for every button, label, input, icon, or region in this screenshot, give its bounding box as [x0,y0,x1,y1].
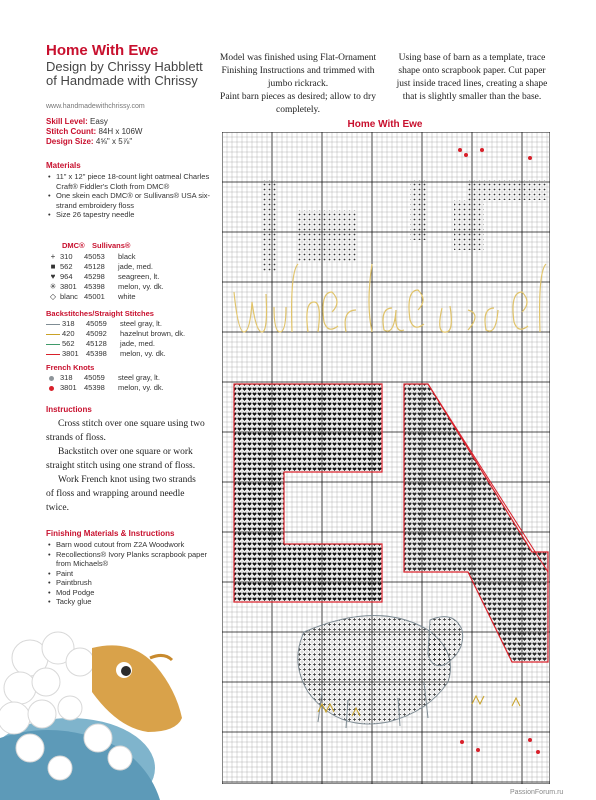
instruction-paragraph: Backstitch over one square or work straight stitch using one strand of floss. [46,447,196,471]
dotted-area [298,210,356,262]
french-knot [528,738,532,742]
french-knot [536,750,540,754]
key-col-dmc: DMC® [62,241,85,250]
cross-stitch-chart [222,132,550,784]
finishing-column-1: Model was finished using Flat-Ornament Finishing Instructions and trimmed with jumbo rickrack. Paint barn pieces as desired; allow to dry completely. [219,53,377,115]
french-knot [458,148,462,152]
instructions-heading: Instructions [46,405,92,414]
pattern-title: Home With Ewe [46,42,159,59]
materials-list [46,172,218,220]
plus-symbol-icon: + [50,252,56,261]
sheep-illustration [0,618,190,800]
heart-symbol-icon: ♥ [50,272,56,281]
dotted-area [410,180,428,240]
knot-dot-icon [49,386,54,391]
spec-design-size: Design Size: 4⅝" x 5⅞" [46,137,133,146]
backstitch-heading: Backstitches/Straight Stitches [46,309,154,318]
key-row: ◇ blanc 45001 white [46,292,164,302]
list-item: • Paint [56,569,218,579]
french-knots-key [46,373,164,393]
instructions-text [46,417,206,515]
list-item: • Mod Podge [56,588,218,598]
instruction-paragraph: Cross stitch over one square using two strands of floss. [46,419,205,443]
square-symbol-icon: ■ [50,262,56,271]
key-row: ✳ 3801 45398 melon, vy. dk. [46,282,164,292]
cross-stitch-key [46,252,164,302]
french-knot [476,748,480,752]
line-swatch-icon [46,334,60,335]
key-row: 318 45059 steel gray, lt. [46,373,164,383]
list-item: • Tacky glue [56,597,218,607]
finishing-heading: Finishing Materials & Instructions [46,529,175,538]
list-item: • One skein each DMC® or Sullivans® USA six-strand embroidery floss [56,191,218,210]
line-swatch-icon [46,324,60,325]
designer-credit: Design by Chrissy Habblett of Handmade with Chrissy [46,59,203,88]
key-row: ■ 562 45128 jade, med. [46,262,164,272]
key-row: 318 45059 steel gray, lt. [46,319,185,329]
list-item: • Paintbrush [56,578,218,588]
list-item: • 11" x 12" piece 18-count light oatmeal Charles Craft® Fiddler's Cloth from DMC® [56,172,218,191]
dotted-area [468,180,548,200]
french-knot [480,148,484,152]
asterisk-symbol-icon: ✳ [49,282,57,291]
key-row: 3801 45398 melon, vy. dk. [46,383,164,393]
line-swatch-icon [46,354,60,355]
diamond-symbol-icon: ◇ [49,292,57,301]
watermark: PassionForum.ru [510,789,564,796]
key-row: 420 45092 hazelnut brown, dk. [46,329,185,339]
finishing-list [46,540,218,607]
key-row: + 310 45053 black [46,252,164,262]
window-pattern-left [262,180,276,272]
dotted-area [454,200,484,250]
designer-website[interactable]: www.handmadewithchrissy.com [46,103,145,110]
backstitch-key [46,319,185,359]
line-swatch-icon [46,344,60,345]
chart-title: Home With Ewe [347,119,423,130]
list-item: • Recollections® Ivory Planks scrapbook paper from Michaels® [56,550,218,569]
key-row: 562 45128 jade, med. [46,339,185,349]
spec-skill: Skill Level: Easy [46,117,108,126]
french-knot [528,156,532,160]
list-item: • Barn wood cutout from Z2A Woodwork [56,540,218,550]
materials-heading: Materials [46,161,81,170]
spec-stitch-count: Stitch Count: 84H x 106W [46,127,143,136]
instruction-paragraph: Work French knot using two strands of floss and wrapping around needle twice. [46,475,196,513]
french-knots-heading: French Knots [46,363,95,372]
key-row: 3801 45398 melon, vy. dk. [46,349,185,359]
key-row: ♥ 964 45298 seagreen, lt. [46,272,164,282]
finishing-column-2: Using base of barn as a template, trace shape onto scrapbook paper. Cut paper just inside traced lines, creating a shape that is slightly smaller than the base. [396,53,548,102]
pattern-specs [46,117,142,147]
list-item: • Size 26 tapestry needle [56,210,218,220]
knot-dot-icon [49,376,54,381]
french-knot [460,740,464,744]
french-knot [464,153,468,157]
key-col-sullivans: Sullivans® [92,241,131,250]
